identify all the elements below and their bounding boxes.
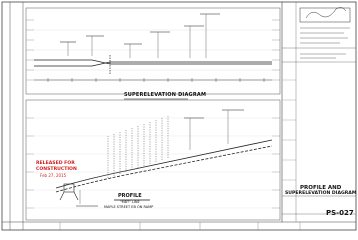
profile-title: PROFILE — [118, 193, 142, 199]
diagram-title: SUPERELEVATION DIAGRAM — [124, 92, 207, 98]
profile-subtitle-ramp: MAPLE STREET EB ON RAMP — [104, 205, 154, 209]
release-stamp-date: Feb 27, 2015 — [40, 173, 67, 178]
release-stamp-line1: RELEASED FOR — [36, 161, 75, 166]
drawing-title-line2: SUPERELEVATION DIAGRAM — [285, 191, 357, 196]
sheet-number: PS-027 — [326, 209, 354, 217]
release-stamp-line2: CONSTRUCTION — [36, 167, 77, 172]
drawing-title-line1: PROFILE AND — [300, 185, 342, 191]
profile-subtitle-line: "MBT" LINE — [120, 200, 140, 204]
